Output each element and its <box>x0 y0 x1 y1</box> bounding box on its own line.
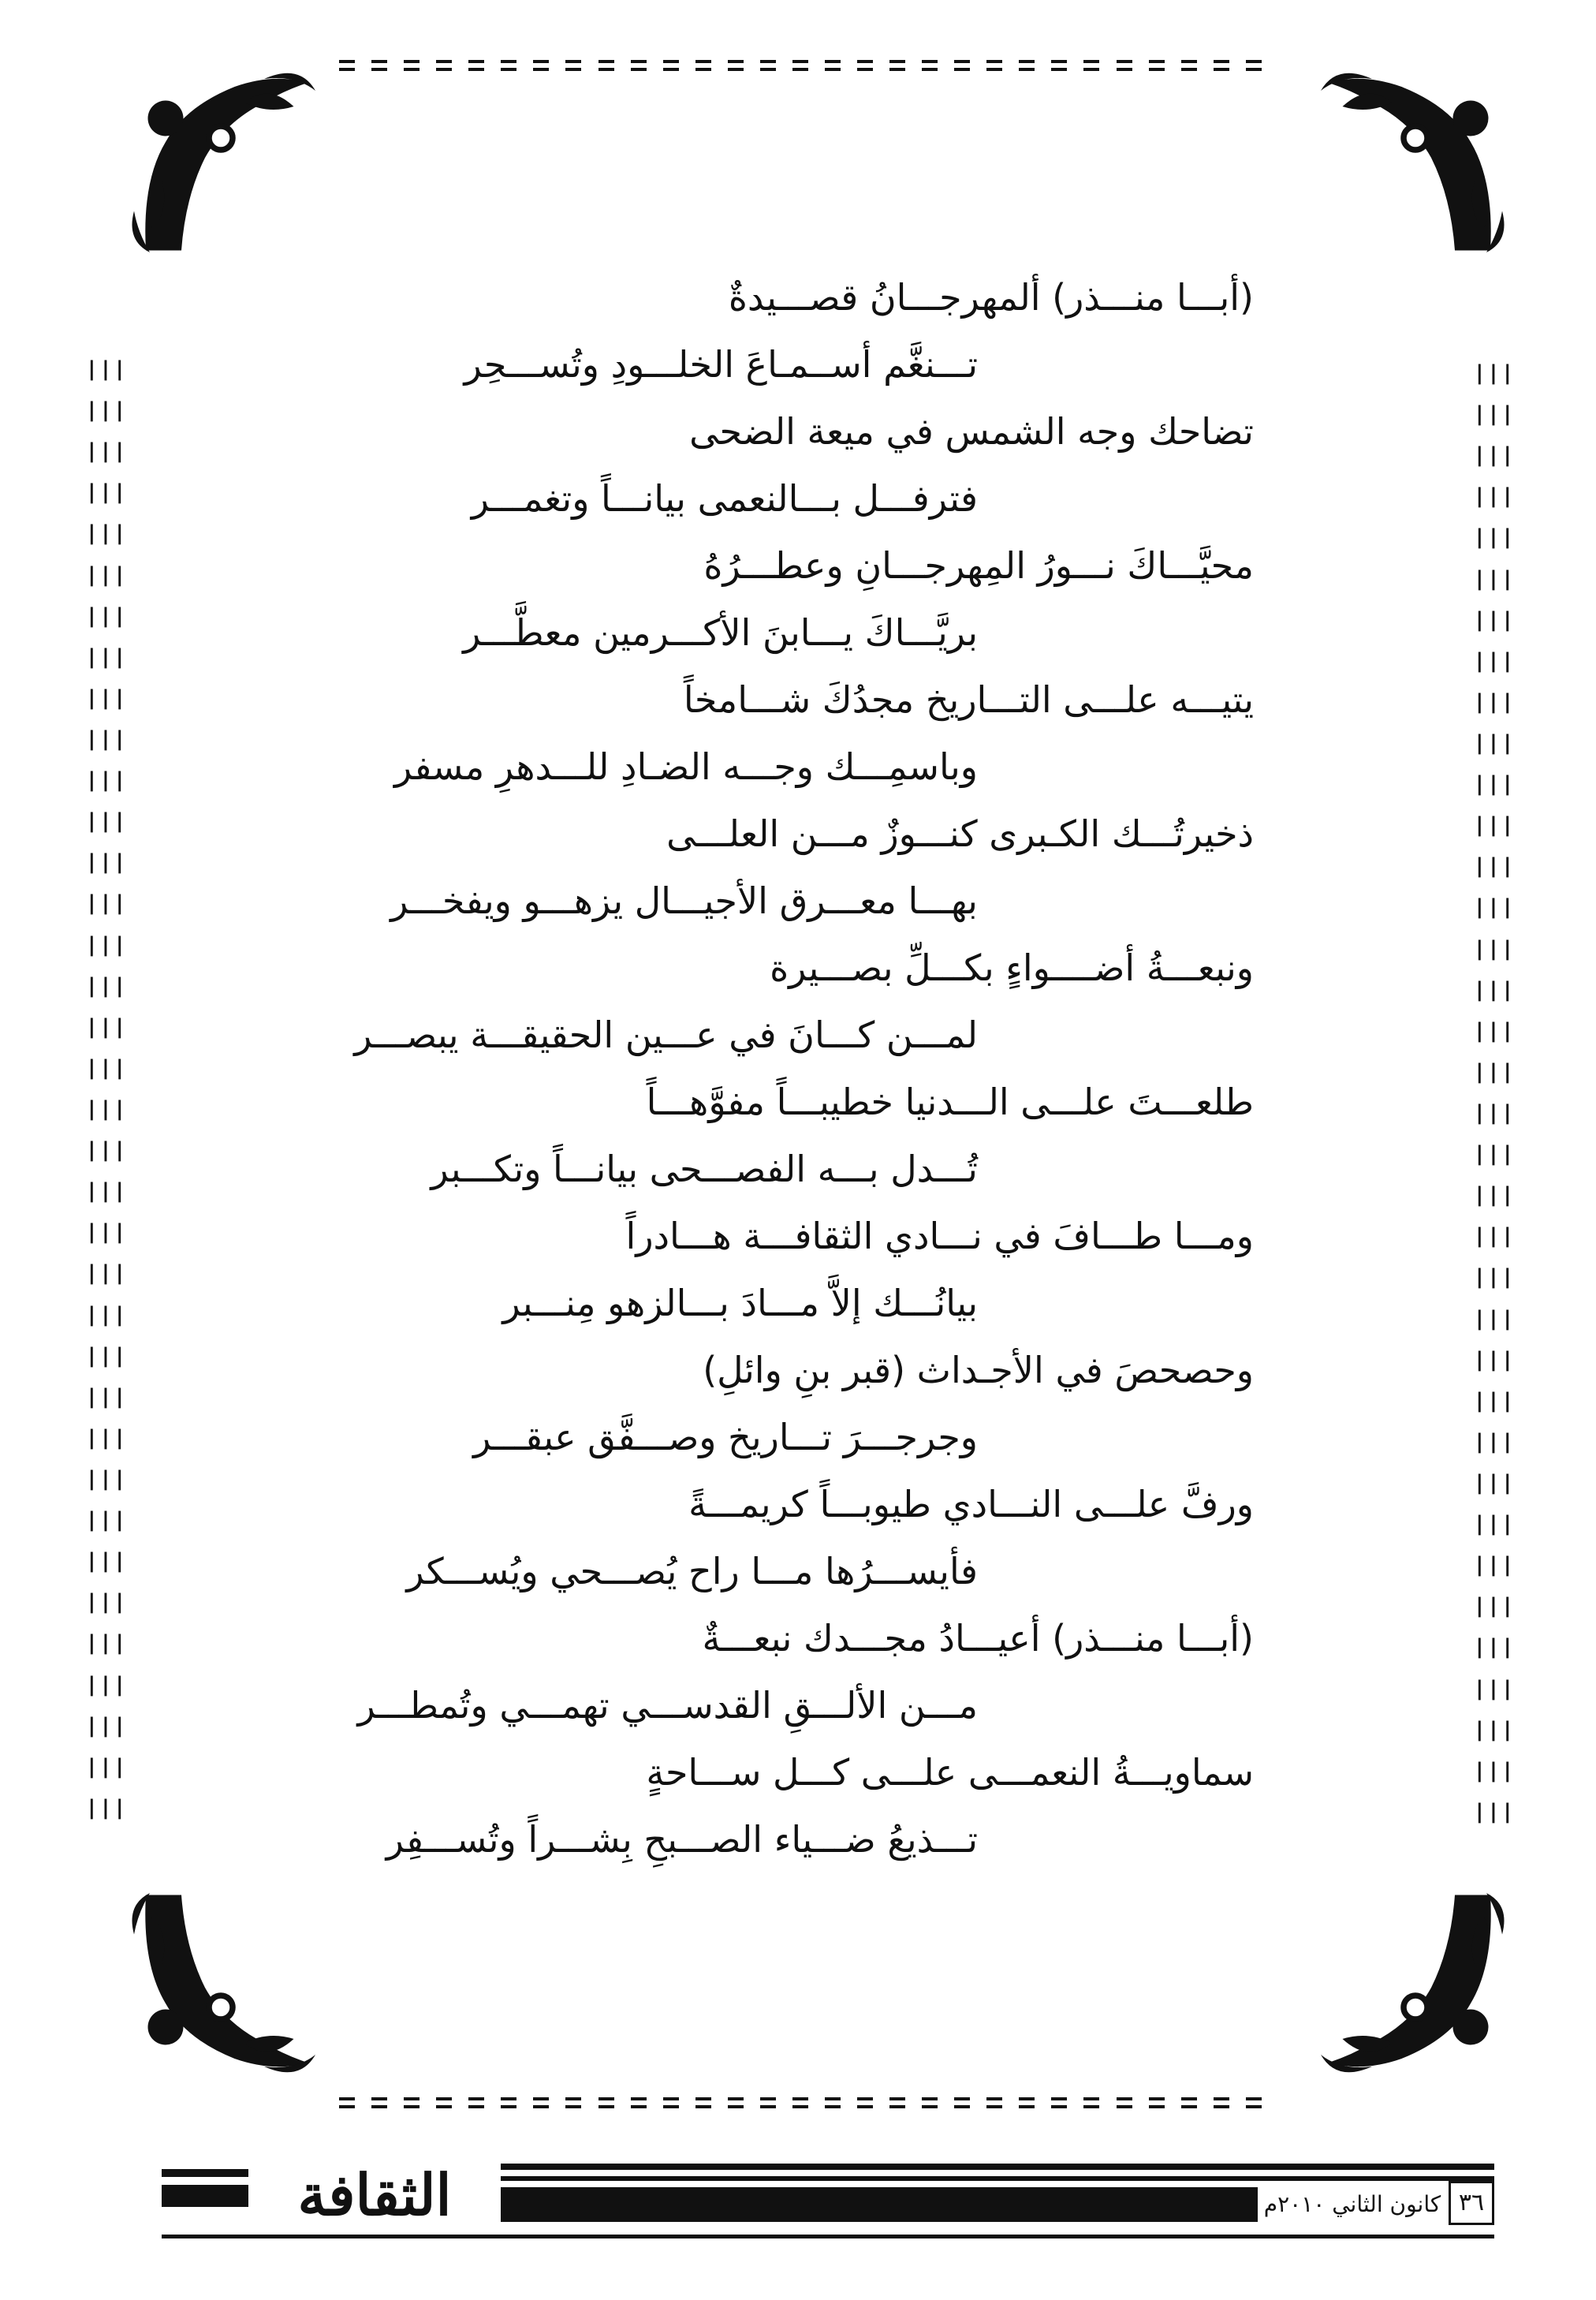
dash-mark <box>404 2097 420 2108</box>
side-tick-mark: ||| <box>1473 566 1516 591</box>
verse-first-hemistich: سماويـــةُ النعمـــى علـــى كـــل ســـاحةٍ <box>646 1751 1254 1794</box>
side-tick-mark: ||| <box>1473 1470 1516 1495</box>
verse-first-hemistich: ومـــا طـــافَ في نـــادي الثقافـــة هـــادراً <box>625 1215 1254 1257</box>
side-tick-mark: ||| <box>1473 1224 1516 1249</box>
dash-mark <box>565 2097 581 2108</box>
side-tick-mark: ||| <box>85 1384 128 1409</box>
side-tick-mark: ||| <box>85 357 128 381</box>
dash-mark <box>695 60 711 71</box>
side-tick-mark: ||| <box>1473 730 1516 755</box>
verse <box>347 264 1254 398</box>
top-dashed-border <box>339 57 1262 74</box>
dash-mark <box>1149 60 1165 71</box>
side-tick-mark: ||| <box>85 768 128 793</box>
verse <box>347 801 1254 935</box>
side-tick-mark: ||| <box>85 1014 128 1039</box>
side-tick-mark: ||| <box>85 1754 128 1779</box>
side-tick-mark: ||| <box>1473 1388 1516 1413</box>
dash-mark <box>728 60 744 71</box>
dash-mark <box>404 60 420 71</box>
dash-mark <box>857 60 873 71</box>
verse-first-hemistich: وحصحصَ في الأجـداث (قبر بنِ وائلِ) <box>703 1349 1254 1391</box>
dash-mark <box>889 2097 905 2108</box>
side-tick-mark: ||| <box>85 1425 128 1450</box>
verse-second-hemistich: تـــنغَّم أســمـاعَ الخلـــودِ وتُســـحِر <box>464 343 978 386</box>
dash-mark <box>889 60 905 71</box>
side-tick-mark: ||| <box>85 1631 128 1656</box>
left-tick-border <box>85 357 128 1820</box>
side-tick-mark: ||| <box>85 932 128 957</box>
side-tick-mark: ||| <box>1473 1265 1516 1290</box>
verse-first-hemistich: (أبـــا منـــذر) ألمهرجـــانُ قصـــيدةٌ <box>728 276 1254 319</box>
floral-corner-icon <box>1313 1885 1510 2082</box>
side-tick-mark: ||| <box>85 398 128 423</box>
dash-mark <box>501 2097 516 2108</box>
side-tick-mark: ||| <box>85 521 128 546</box>
verse-second-hemistich: بهـــا معـــرق الأجيـــال يزهـــو ويفخـــر <box>390 879 978 922</box>
side-tick-mark: ||| <box>1473 1306 1516 1331</box>
dash-mark <box>986 2097 1002 2108</box>
side-tick-mark: ||| <box>1473 772 1516 797</box>
verse-first-hemistich: ونبعـــةُ أضــــواءٍ بكـــلِّ بصـــيرة <box>770 947 1254 989</box>
verse <box>347 935 1254 1069</box>
verse-first-hemistich: محيَّـــاكَ نـــورُ المِهرجـــانِ وعطـــرُهُ <box>703 544 1254 587</box>
side-tick-mark: ||| <box>85 850 128 875</box>
side-tick-mark: ||| <box>1473 1758 1516 1783</box>
side-tick-mark: ||| <box>85 1466 128 1491</box>
verse <box>347 1739 1254 1873</box>
verse-first-hemistich: طلعـــتَ علـــى الـــدنيا خطيبـــاً مفوَّهـــاً <box>646 1081 1254 1123</box>
verse <box>347 1337 1254 1471</box>
side-tick-mark: ||| <box>1473 895 1516 920</box>
dash-mark <box>954 60 970 71</box>
side-tick-mark: ||| <box>85 1590 128 1615</box>
side-tick-mark: ||| <box>1473 1347 1516 1372</box>
side-tick-mark: ||| <box>85 439 128 464</box>
side-tick-mark: ||| <box>1473 1717 1516 1742</box>
side-tick-mark: ||| <box>1473 525 1516 550</box>
issue-date: كانون الثاني ٢٠١٠م <box>1263 2191 1441 2217</box>
dash-mark <box>1181 60 1197 71</box>
side-tick-mark: ||| <box>1473 1676 1516 1701</box>
verse-second-hemistich: فترفـــل بـــالنعمى بيانـــاً وتغمـــر <box>471 477 978 520</box>
side-tick-mark: ||| <box>85 1672 128 1697</box>
dash-mark <box>663 60 679 71</box>
side-tick-mark: ||| <box>1473 1799 1516 1824</box>
dash-mark <box>1149 2097 1165 2108</box>
side-tick-mark: ||| <box>1473 1512 1516 1536</box>
dash-mark <box>857 2097 873 2108</box>
dash-mark <box>1019 2097 1035 2108</box>
dash-mark <box>760 2097 776 2108</box>
dash-mark <box>339 2097 355 2108</box>
dash-mark <box>598 60 614 71</box>
side-tick-mark: ||| <box>1473 1429 1516 1454</box>
side-tick-mark: ||| <box>85 1096 128 1121</box>
verse <box>347 398 1254 532</box>
side-tick-mark: ||| <box>1473 854 1516 879</box>
dash-mark <box>728 2097 744 2108</box>
side-tick-mark: ||| <box>1473 402 1516 427</box>
side-tick-mark: ||| <box>1473 977 1516 1002</box>
page-footer <box>162 2157 1494 2244</box>
dash-mark <box>598 2097 614 2108</box>
dash-mark <box>792 60 808 71</box>
footer-band <box>501 2187 1258 2222</box>
dash-mark <box>631 60 647 71</box>
side-tick-mark: ||| <box>1473 936 1516 961</box>
dash-mark <box>1083 2097 1099 2108</box>
verse-second-hemistich: تـــذيعُ ضـــياء الصـــبحِ بِشـــراً وتُســـفِر <box>386 1818 978 1861</box>
side-tick-mark: ||| <box>85 726 128 751</box>
side-tick-mark: ||| <box>1473 607 1516 632</box>
verse-first-hemistich: (أبـــا منـــذر) أعيـــادُ مجـــدك نبعـــةٌ <box>702 1617 1254 1660</box>
dash-mark <box>922 2097 938 2108</box>
dash-mark <box>922 60 938 71</box>
magazine-masthead: الثقافة <box>297 2161 452 2228</box>
dash-mark <box>986 60 1002 71</box>
side-tick-mark: ||| <box>1473 813 1516 838</box>
floral-corner-icon <box>1313 63 1510 260</box>
dash-mark <box>468 60 484 71</box>
floral-corner-icon <box>126 1885 323 2082</box>
verse-second-hemistich: لمـــن كـــانَ في عـــين الحقيقـــة يبصـــر <box>354 1014 978 1056</box>
side-tick-mark: ||| <box>1473 484 1516 509</box>
side-tick-mark: ||| <box>1473 1018 1516 1043</box>
dash-mark <box>371 2097 387 2108</box>
page-number: ٣٦ <box>1449 2181 1494 2225</box>
dash-mark <box>1214 2097 1229 2108</box>
side-tick-mark: ||| <box>85 1713 128 1738</box>
side-tick-mark: ||| <box>1473 689 1516 714</box>
side-tick-mark: ||| <box>85 973 128 998</box>
side-tick-mark: ||| <box>1473 443 1516 468</box>
verse <box>347 1471 1254 1605</box>
dash-mark <box>371 60 387 71</box>
side-tick-mark: ||| <box>85 1343 128 1368</box>
side-tick-mark: ||| <box>85 1179 128 1204</box>
verse-second-hemistich: وجرجـــرَ تـــاريخ وصـــفَّق عبقـــر <box>473 1416 978 1458</box>
verse-second-hemistich: تُـــدل بـــه الفصـــحى بيانـــاً وتكـــبر <box>431 1148 978 1190</box>
verse <box>347 532 1254 666</box>
side-tick-mark: ||| <box>85 1261 128 1286</box>
side-tick-mark: ||| <box>85 562 128 587</box>
side-tick-mark: ||| <box>1473 1635 1516 1660</box>
dash-mark <box>339 60 355 71</box>
side-tick-mark: ||| <box>85 809 128 834</box>
verse-second-hemistich: بيانُـــك إلاَّ مـــادَ بـــالزهو مِنـــبر <box>502 1282 978 1324</box>
footer-rule <box>501 2164 1494 2170</box>
dash-mark <box>436 60 452 71</box>
dash-mark <box>695 2097 711 2108</box>
dash-mark <box>1246 60 1262 71</box>
side-tick-mark: ||| <box>1473 361 1516 385</box>
side-tick-mark: ||| <box>85 1508 128 1533</box>
dash-mark <box>533 60 549 71</box>
dash-mark <box>825 2097 841 2108</box>
verse <box>347 666 1254 801</box>
verse <box>347 1203 1254 1337</box>
bottom-dashed-border <box>339 2094 1262 2111</box>
dash-mark <box>1117 2097 1132 2108</box>
verse-first-hemistich: ذخيرتُـــك الكـبرى كنـــوزٌ مـــن العلـــى <box>666 812 1254 855</box>
verse-first-hemistich: تضاحك وجه الشمس في ميعة الضحى <box>689 410 1254 453</box>
dash-mark <box>501 60 516 71</box>
dash-mark <box>760 60 776 71</box>
floral-corner-icon <box>126 63 323 260</box>
side-tick-mark: ||| <box>1473 1142 1516 1167</box>
verse <box>347 1605 1254 1739</box>
dash-mark <box>1083 60 1099 71</box>
verse-second-hemistich: وباسمِـــك وجـــه الضـادِ للـــدهرِ مسفر <box>393 745 978 788</box>
side-tick-mark: ||| <box>1473 1059 1516 1084</box>
side-tick-mark: ||| <box>85 1055 128 1080</box>
verse-second-hemistich: فأيســـرُها مـــا راح يُصـــحي ويُســـكر <box>406 1550 978 1592</box>
verse-first-hemistich: ورفَّ علـــى النـــادي طيوبـــاً كريمـــةً <box>688 1483 1254 1525</box>
dash-mark <box>468 2097 484 2108</box>
dash-mark <box>1181 2097 1197 2108</box>
side-tick-mark: ||| <box>85 891 128 916</box>
dash-mark <box>1117 60 1132 71</box>
side-tick-mark: ||| <box>1473 648 1516 673</box>
side-tick-mark: ||| <box>85 1302 128 1327</box>
verse <box>347 1069 1254 1203</box>
dash-mark <box>1246 2097 1262 2108</box>
side-tick-mark: ||| <box>85 1138 128 1163</box>
side-tick-mark: ||| <box>85 603 128 628</box>
poem <box>347 264 1254 1873</box>
dash-mark <box>663 2097 679 2108</box>
verse-second-hemistich: مـــن الألـــقِ القدســـي تهمـــي وتُمطـــر <box>357 1684 978 1727</box>
side-tick-mark: ||| <box>1473 1100 1516 1125</box>
dash-mark <box>1214 60 1229 71</box>
dash-mark <box>1051 2097 1067 2108</box>
dash-mark <box>631 2097 647 2108</box>
dash-mark <box>436 2097 452 2108</box>
dash-mark <box>954 2097 970 2108</box>
side-tick-mark: ||| <box>1473 1594 1516 1619</box>
dash-mark <box>533 2097 549 2108</box>
verse-second-hemistich: بريَّـــاكَ يـــابنَ الأكـــرمين معطَّـــر <box>463 611 978 654</box>
dash-mark <box>565 60 581 71</box>
dash-mark <box>1019 60 1035 71</box>
side-tick-mark: ||| <box>85 1795 128 1820</box>
footer-bars <box>162 2169 248 2215</box>
side-tick-mark: ||| <box>85 644 128 669</box>
footer-rule <box>501 2176 1494 2181</box>
side-tick-mark: ||| <box>85 1549 128 1574</box>
side-tick-mark: ||| <box>1473 1183 1516 1208</box>
dash-mark <box>825 60 841 71</box>
verse-first-hemistich: يتيـــه علـــى التـــاريخ مجدُكَ شـــامخاً <box>683 678 1254 721</box>
dash-mark <box>792 2097 808 2108</box>
side-tick-mark: ||| <box>85 1220 128 1245</box>
footer-rule <box>162 2235 1494 2238</box>
side-tick-mark: ||| <box>85 685 128 710</box>
dash-mark <box>1051 60 1067 71</box>
side-tick-mark: ||| <box>85 480 128 505</box>
side-tick-mark: ||| <box>1473 1553 1516 1578</box>
right-tick-border <box>1473 361 1516 1824</box>
